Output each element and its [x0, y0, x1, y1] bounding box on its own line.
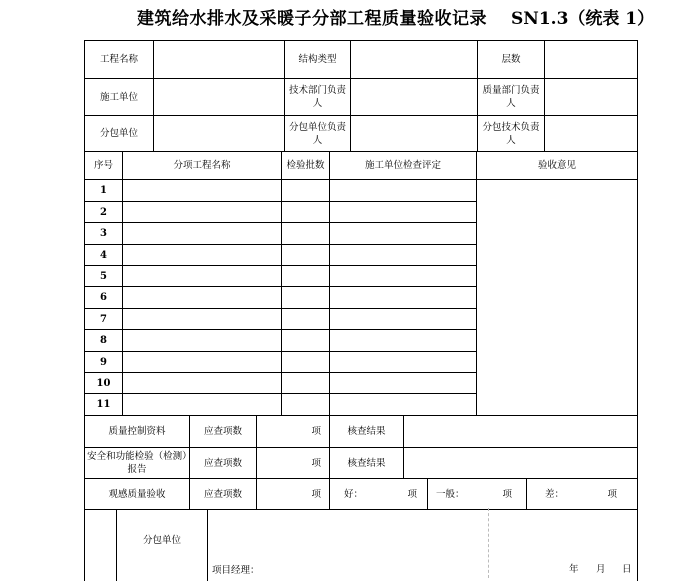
item-name-field[interactable]: [122, 244, 281, 265]
qc-count-field[interactable]: 项: [256, 415, 329, 447]
label-check-result: 核查结果: [329, 415, 403, 447]
unit-item: 项: [407, 488, 417, 500]
label-project-name: 工程名称: [84, 40, 153, 78]
eval-field[interactable]: [329, 201, 476, 222]
label-safety-reports: 安全和功能检验（检测）报告: [84, 447, 189, 478]
batch-count-field[interactable]: [281, 244, 329, 265]
label-construction-unit: 施工单位: [84, 78, 153, 115]
quality-dept-head-field[interactable]: [544, 78, 638, 115]
eval-field[interactable]: [329, 244, 476, 265]
col-header-no: 序号: [84, 151, 122, 179]
item-name-field[interactable]: [122, 351, 281, 372]
eval-field[interactable]: [329, 286, 476, 308]
construction-unit-field[interactable]: [153, 78, 284, 115]
item-name-field[interactable]: [122, 222, 281, 244]
label-poor: 差：: [545, 488, 565, 500]
row-no: 11: [84, 393, 122, 415]
item-name-field[interactable]: [122, 179, 281, 201]
structure-type-field[interactable]: [350, 40, 477, 78]
batch-count-field[interactable]: [281, 372, 329, 393]
label-subcontract-head: 分包单位负责人: [284, 115, 350, 151]
qc-result-field[interactable]: [403, 415, 638, 447]
label-quality-dept-head: 质量部门负责人: [477, 78, 544, 115]
label-should-check: 应查项数: [189, 447, 256, 478]
batch-count-field[interactable]: [281, 179, 329, 201]
row-no: 4: [84, 244, 122, 265]
eval-field[interactable]: [329, 393, 476, 415]
visual-count-field[interactable]: 项: [256, 478, 329, 509]
safety-result-field[interactable]: [403, 447, 638, 478]
eval-field[interactable]: [329, 351, 476, 372]
label-should-check: 应查项数: [189, 478, 256, 509]
item-name-field[interactable]: [122, 393, 281, 415]
row-no: 8: [84, 329, 122, 351]
visual-poor-field[interactable]: [526, 478, 638, 509]
batch-count-field[interactable]: [281, 351, 329, 372]
project-name-field[interactable]: [153, 40, 284, 78]
eval-field[interactable]: [329, 329, 476, 351]
subcontract-tech-head-field[interactable]: [544, 115, 638, 151]
label-should-check: 应查项数: [189, 415, 256, 447]
batch-count-field[interactable]: [281, 265, 329, 286]
label-subcontract-unit: 分包单位: [84, 115, 153, 151]
eval-field[interactable]: [329, 308, 476, 329]
item-name-field[interactable]: [122, 265, 281, 286]
label-good: 好：: [344, 488, 364, 500]
safety-count-field[interactable]: 项: [256, 447, 329, 478]
col-header-eval: 施工单位检查评定: [329, 151, 476, 179]
eval-field[interactable]: [329, 265, 476, 286]
col-header-item-name: 分项工程名称: [122, 151, 281, 179]
floors-field[interactable]: [544, 40, 638, 78]
date-month: 月: [596, 564, 606, 575]
unit-item: 项: [607, 488, 617, 500]
label-floors: 层数: [477, 40, 544, 78]
item-name-field[interactable]: [122, 308, 281, 329]
label-tech-dept-head: 技术部门负责人: [284, 78, 350, 115]
form-code: SN1.3（统表 1）: [511, 9, 655, 29]
eval-field[interactable]: [329, 222, 476, 244]
batch-count-field[interactable]: [281, 201, 329, 222]
batch-count-field[interactable]: [281, 222, 329, 244]
item-name-field[interactable]: [122, 286, 281, 308]
item-name-field[interactable]: [122, 201, 281, 222]
label-visual-quality: 观感质量验收: [84, 478, 189, 509]
eval-field[interactable]: [329, 372, 476, 393]
acceptance-opinion-field[interactable]: [476, 179, 638, 415]
form-title-main: 建筑给水排水及采暖子分部工程质量验收记录: [137, 9, 487, 29]
subcontract-head-field[interactable]: [350, 115, 477, 151]
row-no: 6: [84, 286, 122, 308]
visual-normal-field[interactable]: [427, 478, 526, 509]
batch-count-field[interactable]: [281, 308, 329, 329]
eval-field[interactable]: [329, 179, 476, 201]
row-no: 3: [84, 222, 122, 244]
label-check-result: 核查结果: [329, 447, 403, 478]
batch-count-field[interactable]: [281, 329, 329, 351]
visual-good-field[interactable]: [329, 478, 427, 509]
subcontract-unit-field[interactable]: [153, 115, 284, 151]
label-qc-documents: 质量控制资料: [84, 415, 189, 447]
item-name-field[interactable]: [122, 372, 281, 393]
row-no: 7: [84, 308, 122, 329]
label-structure-type: 结构类型: [284, 40, 350, 78]
item-name-field[interactable]: [122, 329, 281, 351]
label-signoff-unit: 分包单位: [116, 509, 207, 581]
signoff-side-column: [84, 509, 116, 581]
row-no: 10: [84, 372, 122, 393]
row-no: 1: [84, 179, 122, 201]
date-year: 年: [569, 564, 579, 575]
batch-count-field[interactable]: [281, 286, 329, 308]
row-no: 9: [84, 351, 122, 372]
date-day: 日: [622, 564, 632, 575]
unit-item: 项: [502, 488, 512, 500]
tech-dept-head-field[interactable]: [350, 78, 477, 115]
row-no: 5: [84, 265, 122, 286]
label-normal: 一般：: [436, 488, 465, 500]
col-header-opinion: 验收意见: [476, 151, 638, 179]
label-subcontract-tech-head: 分包技术负责人: [477, 115, 544, 151]
col-header-batch-count: 检验批数: [281, 151, 329, 179]
row-no: 2: [84, 201, 122, 222]
batch-count-field[interactable]: [281, 393, 329, 415]
dashed-divider: [488, 508, 489, 578]
label-project-manager: 项目经理：: [212, 565, 260, 576]
